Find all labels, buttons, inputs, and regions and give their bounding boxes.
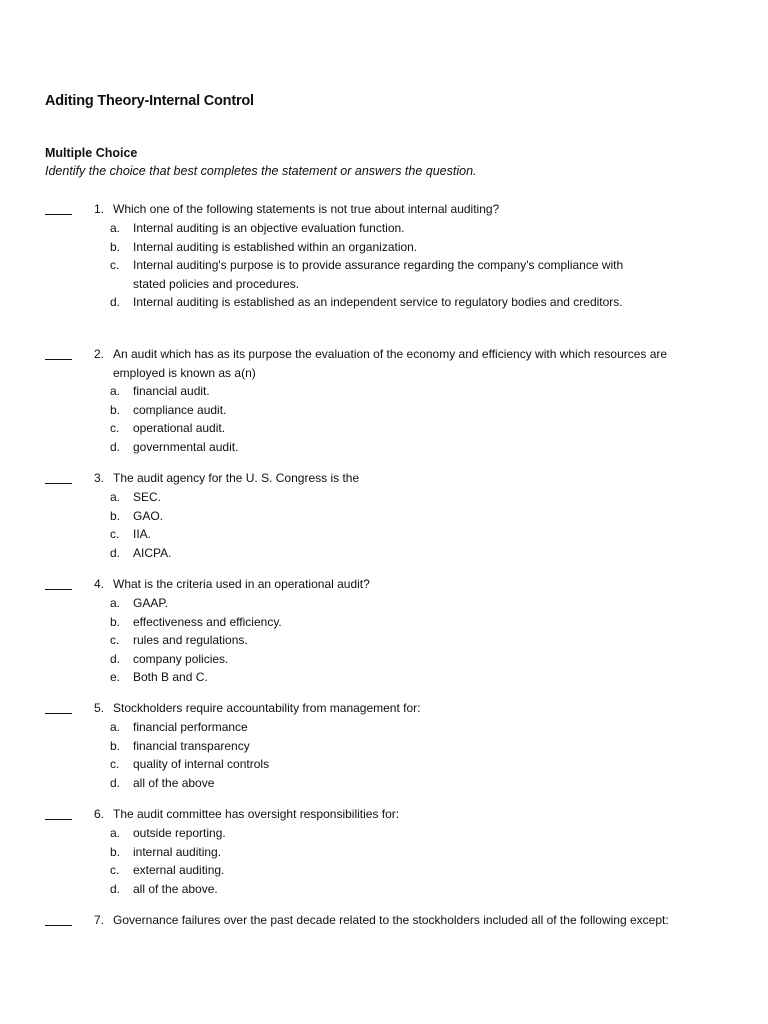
question-number: 4. [93,577,104,591]
question-number: 1. [93,202,104,216]
option-b [110,507,670,526]
option-c [110,861,670,880]
option-letter: a. [110,384,121,398]
option-letter: b. [110,508,121,523]
option-d [110,438,670,457]
question-text: What is the criteria used in an operational audit? [113,577,370,591]
option-text: internal auditing. [133,844,222,859]
option-letter: c. [110,421,120,436]
option-text: quality of internal controls [133,757,270,772]
option-d [110,544,670,563]
section-title: Multiple Choice [45,146,138,160]
option-text: SEC. [133,490,162,504]
option-text: rules and regulations. [133,633,248,648]
option-letter: b. [110,239,121,254]
option-letter: a. [110,221,121,235]
option-text: IIA. [133,527,152,542]
option-d [110,650,670,669]
question-number: 3. [93,471,104,485]
answer-blank[interactable] [45,200,72,215]
option-b [110,238,670,257]
answer-blank[interactable] [45,699,72,714]
option-a [110,718,670,737]
question-text: The audit committee has oversight responsibilities for: [113,807,400,821]
option-letter: b. [110,738,121,753]
option-text: AICPA. [133,545,172,560]
option-list [110,488,670,562]
option-a [110,824,670,843]
question-text: The audit agency for the U. S. Congress is the [113,471,360,485]
question-text: Which one of the following statements is not true about internal auditing? [113,202,500,216]
question-number: 7. [93,913,104,927]
option-d [110,880,670,899]
instructions: Identify the choice that best completes the statement or answers the question. [45,164,477,178]
option-text: outside reporting. [133,826,226,840]
option-a [110,382,670,401]
option-letter: d. [110,545,121,560]
option-d [110,774,670,793]
option-text: financial transparency [133,738,250,753]
option-letter: e. [110,670,121,685]
option-letter: d. [110,439,121,454]
option-text: Internal auditing is established within an organization. [133,239,418,254]
question-text: Governance failures over the past decade related to the stockholders included all of the following except: [113,913,669,927]
answer-blank[interactable] [45,469,72,484]
option-list [110,594,670,687]
option-list [110,219,670,312]
option-letter: d. [110,651,121,666]
option-text: compliance audit. [133,402,227,417]
option-list [110,382,670,456]
option-text: effectiveness and efficiency. [133,614,282,629]
option-text: Internal auditing is an objective evaluation function. [133,221,405,235]
option-letter: c. [110,633,120,648]
option-a [110,488,670,507]
question-text: Stockholders require accountability from management for: [113,701,421,715]
option-text: GAO. [133,508,164,523]
option-b [110,613,670,632]
option-e [110,668,670,687]
option-letter: d. [110,775,121,790]
option-list [110,824,670,898]
question-text: An audit which has as its purpose the evaluation of the economy and efficiency with which resources are employed is known as a(n) [113,347,668,380]
option-b [110,401,670,420]
option-letter: b. [110,614,121,629]
option-c [110,419,670,438]
option-letter: b. [110,844,121,859]
option-letter: b. [110,402,121,417]
option-letter: a. [110,826,121,840]
option-c [110,755,670,774]
option-letter: d. [110,881,121,896]
answer-blank[interactable] [45,345,72,360]
option-letter: a. [110,596,121,610]
question-number: 5. [93,701,104,715]
option-text: Internal auditing is established as an independent service to regulatory bodies and creditors. [133,295,623,310]
option-c [110,256,633,293]
option-text: Both B and C. [133,670,208,685]
document-title: Aditing Theory-Internal Control [45,93,254,109]
option-a [110,594,670,613]
option-text: governmental audit. [133,439,239,454]
question-number: 6. [93,807,104,821]
option-text: operational audit. [133,421,226,436]
option-letter: a. [110,720,121,734]
option-text: financial performance [133,720,248,734]
option-letter: a. [110,490,121,504]
answer-blank[interactable] [45,805,72,820]
option-d [110,293,623,312]
option-list [110,718,670,792]
option-text: company policies. [133,651,229,666]
option-text: external auditing. [133,863,225,878]
option-letter: c. [110,527,120,542]
option-text: all of the above. [133,881,218,896]
option-letter: d. [110,295,121,310]
option-text: GAAP. [133,596,169,610]
answer-blank[interactable] [45,911,72,926]
option-c [110,631,670,650]
option-b [110,737,670,756]
option-letter: c. [110,863,120,878]
question-number: 2. [93,347,104,361]
option-c [110,525,670,544]
option-text: financial audit. [133,384,210,398]
option-text: all of the above [133,775,215,790]
option-b [110,843,670,862]
option-a [110,219,670,238]
option-letter: c. [110,258,120,273]
option-letter: c. [110,757,120,772]
option-text: Internal auditing's purpose is to provide assurance regarding the company's compliance with stated policies and procedures. [133,258,624,291]
answer-blank[interactable] [45,575,72,590]
